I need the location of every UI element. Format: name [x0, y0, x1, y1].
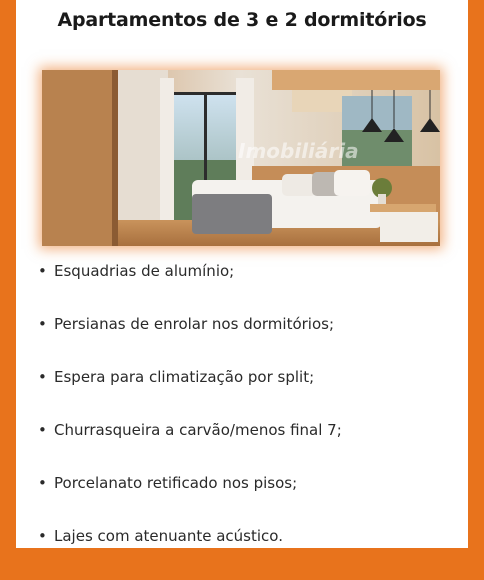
feature-text: Churrasqueira a carvão/menos final 7;	[54, 421, 342, 439]
list-item	[38, 474, 342, 527]
feature-text: Espera para climatização por split;	[54, 368, 315, 386]
list-item	[38, 527, 342, 580]
bullet-icon: •	[38, 421, 47, 439]
bullet-icon: •	[38, 368, 47, 386]
feature-text: Porcelanato retificado nos pisos;	[54, 474, 298, 492]
bedroom-illustration	[42, 70, 440, 246]
feature-list	[38, 262, 342, 580]
list-item	[38, 315, 342, 368]
bullet-icon: •	[38, 315, 47, 333]
feature-text: Persianas de enrolar nos dormitórios;	[54, 315, 335, 333]
bullet-icon: •	[38, 474, 47, 492]
bullet-icon: •	[38, 527, 47, 545]
feature-text: Lajes com atenuante acústico.	[54, 527, 283, 545]
list-item	[38, 421, 342, 474]
content-card	[16, 0, 468, 548]
bullet-icon: •	[38, 262, 47, 280]
list-item	[38, 368, 342, 421]
list-item	[38, 262, 342, 315]
bedroom-render-image	[42, 70, 440, 246]
watermark-logo: Imobiliária	[238, 139, 359, 163]
page-title: Apartamentos de 3 e 2 dormitórios	[57, 9, 427, 31]
feature-text: Esquadrias de alumínio;	[54, 262, 235, 280]
